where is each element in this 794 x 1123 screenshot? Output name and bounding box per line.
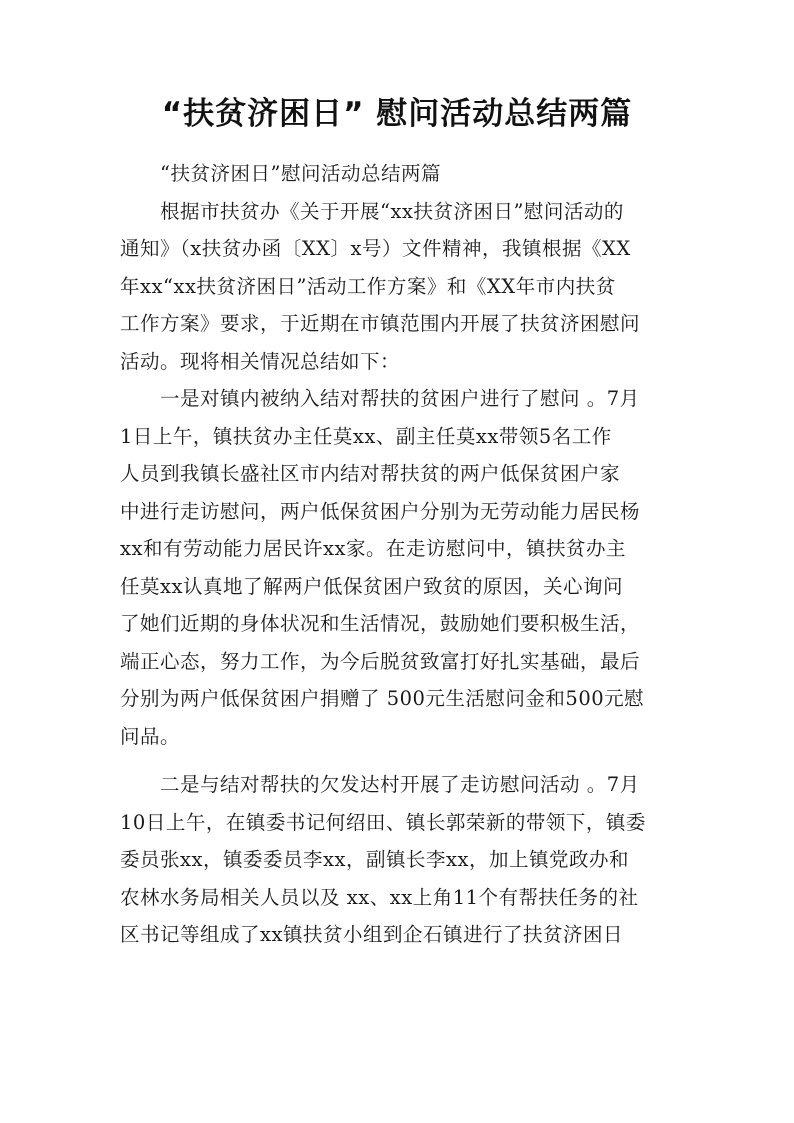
paragraph-line: xx和有劳动能力居民许xx家。在走访慰问中，镇扶贫办主 <box>120 537 626 560</box>
paragraph-line: 任莫xx认真地了解两户低保贫困户致贫的原因，关心询问 <box>120 574 623 598</box>
paragraph-line: 分别为两户低保贫困户捐赠了 500元生活慰问金和500元慰 <box>120 687 645 710</box>
paragraph-line: 10日上午，在镇委书记何绍田、镇长郭荣新的带领下，镇委 <box>120 810 646 834</box>
paragraph-line: 端正心态，努力工作，为今后脱贫致富打好扎实基础，最后 <box>120 649 641 673</box>
document-title: “扶贫济困日” 慰问活动总结两篇 <box>161 96 633 132</box>
paragraph-gap <box>120 755 680 766</box>
paragraph-line: 一是对镇内被纳入结对帮扶的贫困户进行了慰问 。7月 <box>120 387 640 410</box>
paragraph-line: 根据市扶贫办《关于开展“xx扶贫济困日”慰问活动的 <box>120 199 624 223</box>
paragraph-line: 1日上午，镇扶贫办主任莫xx、副主任莫xx带领5名工作 <box>120 424 612 448</box>
paragraph-line: 区书记等组成了xx镇扶贫小组到企石镇进行了扶贫济困日 <box>120 923 623 946</box>
paragraph-line: 工作方案》要求，于近期在市镇范围内开展了扶贫济困慰问 <box>120 312 641 335</box>
paragraph-line: 了她们近期的身体状况和生活情况，鼓励她们要积极生活， <box>120 612 641 635</box>
paragraph-line: 中进行走访慰问，两户低保贫困户分别为无劳动能力居民杨 <box>120 499 641 523</box>
paragraph-line: 年xx“xx扶贫济困日”活动工作方案》和《XX年市内扶贫 <box>120 274 616 298</box>
paragraph-line: 活动。现将相关情况总结如下： <box>120 349 401 373</box>
subtitle-line: “扶贫济困日”慰问活动总结两篇 <box>120 162 441 185</box>
paragraph-line: 问品。 <box>120 724 181 748</box>
document-body <box>120 155 680 954</box>
paragraph-line: 农林水务局相关人员以及 xx、xx上角11个有帮扶任务的社 <box>120 885 639 909</box>
paragraph-line: 委员张xx，镇委委员李xx，副镇长李xx，加上镇党政办和 <box>120 848 629 871</box>
paragraph-line: 二是与结对帮扶的欠发达村开展了走访慰问活动 。7月 <box>120 773 640 796</box>
paragraph-line: 人员到我镇长盛社区市内结对帮扶贫的两户低保贫困户家 <box>120 462 621 485</box>
paragraph-line: 通知》（x扶贫办函〔XX〕x号）文件精神，我镇根据《XX <box>120 237 631 260</box>
